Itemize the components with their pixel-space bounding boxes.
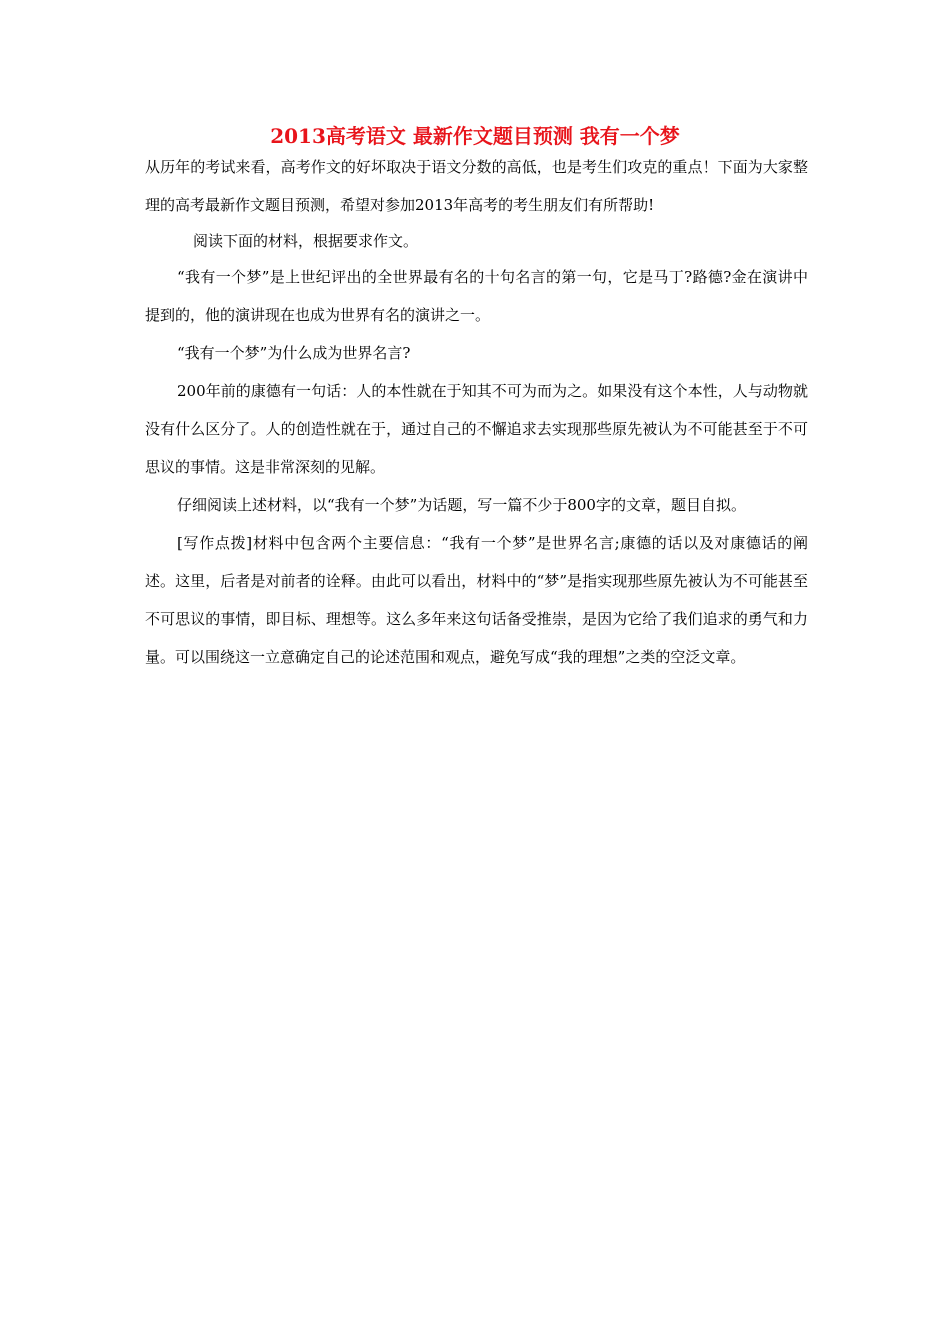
document-body	[145, 148, 808, 676]
material-paragraph: “我有一个梦”是上世纪评出的全世界最有名的十句名言的第一句，它是马丁?路德?金在演讲中提到的，他的演讲现在也成为世界有名的演讲之一。	[145, 268, 808, 324]
intro-paragraph: 从历年的考试来看，高考作文的好坏取决于语文分数的高低，也是考生们攻克的重点！下面为大家整理的高考最新作文题目预测，希望对参加2013年高考的考生朋友们有所帮助!	[145, 158, 808, 214]
document-title: 2013高考语文 最新作文题目预测 我有一个梦	[270, 124, 680, 148]
task-paragraph: 仔细阅读上述材料，以“我有一个梦”为话题，写一篇不少于800字的文章，题目自拟。	[177, 496, 746, 514]
writing-tips-paragraph: [写作点拨]材料中包含两个主要信息：“我有一个梦”是世界名言;康德的话以及对康德话的阐述。这里，后者是对前者的诠释。由此可以看出，材料中的“梦”是指实现那些原先被认为不可能甚至不可思议的事情，即目标、理想等。这么多年来这句话备受推崇，是因为它给了我们追求的勇气和力量。可以围绕这一立意确定自己的论述范围和观点，避免写成“我的理想”之类的空泛文章。	[145, 534, 808, 666]
question-paragraph: “我有一个梦”为什么成为世界名言?	[177, 344, 411, 362]
kant-paragraph: 200年前的康德有一句话：人的本性就在于知其不可为而为之。如果没有这个本性，人与动物就没有什么区分了。人的创造性就在于，通过自己的不懈追求去实现那些原先被认为不可能甚至于不可思议的事情。这是非常深刻的见解。	[145, 382, 808, 476]
instruction-paragraph: 阅读下面的材料，根据要求作文。	[193, 232, 419, 250]
